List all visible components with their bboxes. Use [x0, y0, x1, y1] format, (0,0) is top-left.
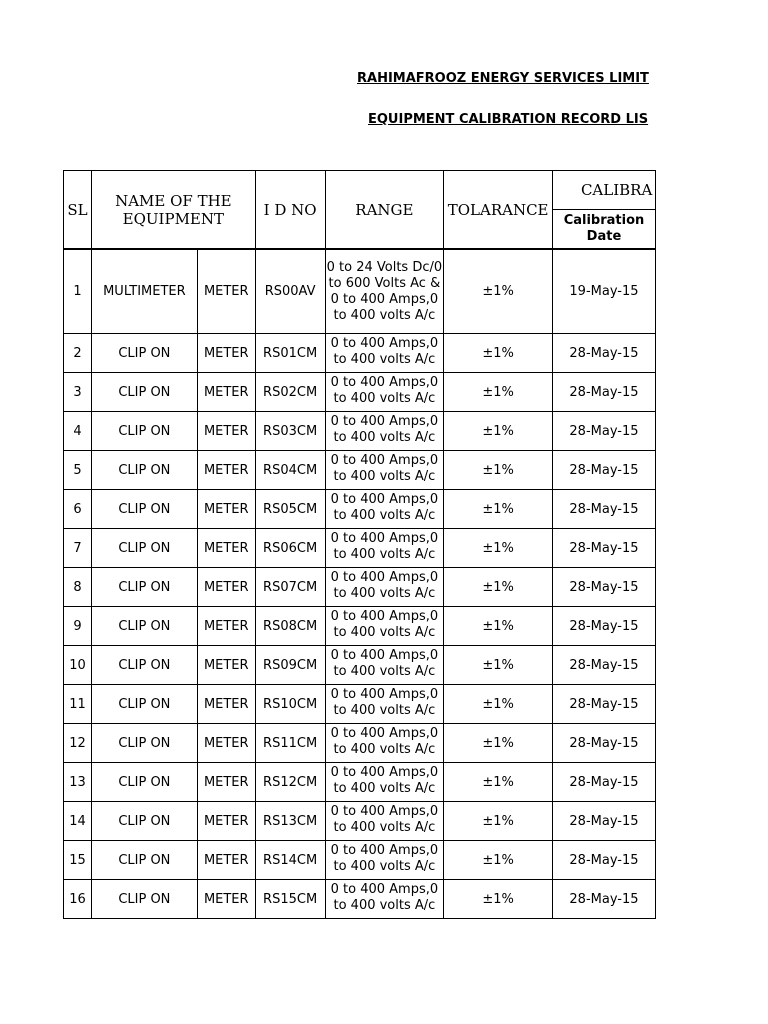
cell-calibration-date: 28-May-15 [552, 373, 655, 412]
cell-tolerance: ±1% [444, 763, 553, 802]
cell-name-suffix: METER [197, 802, 255, 841]
cell-calibration-date: 19-May-15 [552, 249, 655, 334]
table-row [64, 763, 656, 802]
cell-sl: 6 [64, 490, 92, 529]
cell-calibration-date: 28-May-15 [552, 334, 655, 373]
cell-sl: 5 [64, 451, 92, 490]
cell-id-no: RS01CM [255, 334, 325, 373]
table-row [64, 249, 656, 334]
cell-name: CLIP ON [91, 334, 197, 373]
table-row [64, 373, 656, 412]
cell-name-suffix: METER [197, 568, 255, 607]
cell-id-no: RS08CM [255, 607, 325, 646]
cell-sl: 9 [64, 607, 92, 646]
cell-name-suffix: METER [197, 724, 255, 763]
cell-calibration-date: 28-May-15 [552, 763, 655, 802]
range-text: 0 to 400 Amps,0 to 400 volts A/c [330, 765, 439, 796]
header-calibration-date: Calibration Date [552, 210, 655, 250]
cell-id-no: RS11CM [255, 724, 325, 763]
cell-calibration-date: 28-May-15 [552, 880, 655, 919]
cell-range [325, 763, 444, 802]
cell-tolerance: ±1% [444, 880, 553, 919]
cell-tolerance: ±1% [444, 334, 553, 373]
header-range: RANGE [325, 171, 444, 250]
cell-name: CLIP ON [91, 724, 197, 763]
cell-name-suffix: METER [197, 607, 255, 646]
table-row [64, 607, 656, 646]
cell-sl: 1 [64, 249, 92, 334]
cell-id-no: RS05CM [255, 490, 325, 529]
cell-calibration-date: 28-May-15 [552, 646, 655, 685]
cell-range [325, 249, 444, 334]
document-subtitle: EQUIPMENT CALIBRATION RECORD LIS [368, 112, 649, 127]
cell-sl: 2 [64, 334, 92, 373]
range-text: 0 to 400 Amps,0 to 400 volts A/c [330, 492, 439, 523]
cell-tolerance: ±1% [444, 373, 553, 412]
range-text: 0 to 400 Amps,0 to 400 volts A/c [330, 726, 439, 757]
cell-name: CLIP ON [91, 607, 197, 646]
cell-range [325, 724, 444, 763]
range-text: 0 to 400 Amps,0 to 400 volts A/c [330, 648, 439, 679]
cell-name: CLIP ON [91, 646, 197, 685]
range-text: 0 to 400 Amps,0 to 400 volts A/c [330, 882, 439, 913]
cell-name-suffix: METER [197, 373, 255, 412]
header-calibration-group: CALIBRA [552, 171, 655, 210]
cell-sl: 3 [64, 373, 92, 412]
cell-calibration-date: 28-May-15 [552, 724, 655, 763]
cell-name-suffix: METER [197, 685, 255, 724]
cell-tolerance: ±1% [444, 451, 553, 490]
header-id-no: I D NO [255, 171, 325, 250]
cell-sl: 7 [64, 529, 92, 568]
cell-name: CLIP ON [91, 412, 197, 451]
cell-range [325, 802, 444, 841]
table-row [64, 802, 656, 841]
cell-id-no: RS10CM [255, 685, 325, 724]
cell-sl: 14 [64, 802, 92, 841]
cell-range [325, 607, 444, 646]
cell-range [325, 373, 444, 412]
table-row [64, 841, 656, 880]
cell-name: CLIP ON [91, 841, 197, 880]
header-sl: SL [64, 171, 92, 250]
cell-calibration-date: 28-May-15 [552, 685, 655, 724]
cell-calibration-date: 28-May-15 [552, 568, 655, 607]
cell-sl: 16 [64, 880, 92, 919]
cell-name: CLIP ON [91, 802, 197, 841]
table-row [64, 529, 656, 568]
document-title: RAHIMAFROOZ ENERGY SERVICES LIMIT [357, 71, 649, 86]
range-text: 0 to 400 Amps,0 to 400 volts A/c [330, 414, 439, 445]
cell-tolerance: ±1% [444, 724, 553, 763]
cell-id-no: RS02CM [255, 373, 325, 412]
cell-range [325, 412, 444, 451]
cell-id-no: RS04CM [255, 451, 325, 490]
table-row [64, 451, 656, 490]
cell-range [325, 334, 444, 373]
cell-calibration-date: 28-May-15 [552, 607, 655, 646]
cell-tolerance: ±1% [444, 841, 553, 880]
cell-tolerance: ±1% [444, 685, 553, 724]
cell-tolerance: ±1% [444, 490, 553, 529]
table-row [64, 724, 656, 763]
table-row [64, 685, 656, 724]
cell-range [325, 841, 444, 880]
table-row [64, 334, 656, 373]
header-equipment-name: NAME OF THE EQUIPMENT [91, 171, 255, 250]
range-text: 0 to 400 Amps,0 to 400 volts A/c [330, 804, 439, 835]
cell-name: CLIP ON [91, 763, 197, 802]
table-row [64, 490, 656, 529]
cell-calibration-date: 28-May-15 [552, 490, 655, 529]
cell-name-suffix: METER [197, 249, 255, 334]
table-body [64, 249, 656, 919]
cell-sl: 10 [64, 646, 92, 685]
cell-range [325, 490, 444, 529]
range-text: 0 to 400 Amps,0 to 400 volts A/c [330, 453, 439, 484]
range-text: 0 to 400 Amps,0 to 400 volts A/c [330, 336, 439, 367]
cell-name-suffix: METER [197, 412, 255, 451]
cell-name-suffix: METER [197, 334, 255, 373]
cell-sl: 12 [64, 724, 92, 763]
cell-calibration-date: 28-May-15 [552, 802, 655, 841]
cell-name-suffix: METER [197, 451, 255, 490]
cell-id-no: RS14CM [255, 841, 325, 880]
range-text: 0 to 400 Amps,0 to 400 volts A/c [330, 609, 439, 640]
cell-sl: 13 [64, 763, 92, 802]
cell-calibration-date: 28-May-15 [552, 841, 655, 880]
table-row [64, 412, 656, 451]
cell-name: CLIP ON [91, 685, 197, 724]
cell-range [325, 685, 444, 724]
cell-sl: 8 [64, 568, 92, 607]
cell-tolerance: ±1% [444, 646, 553, 685]
cell-name-suffix: METER [197, 763, 255, 802]
table-row [64, 880, 656, 919]
cell-tolerance: ±1% [444, 802, 553, 841]
range-text: 0 to 400 Amps,0 to 400 volts A/c [330, 570, 439, 601]
cell-tolerance: ±1% [444, 529, 553, 568]
cell-range [325, 880, 444, 919]
cell-range [325, 568, 444, 607]
cell-name-suffix: METER [197, 880, 255, 919]
header-tolerance: TOLARANCE [444, 171, 553, 250]
cell-name-suffix: METER [197, 529, 255, 568]
range-text: 0 to 400 Amps,0 to 400 volts A/c [330, 843, 439, 874]
cell-name: CLIP ON [91, 373, 197, 412]
cell-sl: 4 [64, 412, 92, 451]
cell-id-no: RS12CM [255, 763, 325, 802]
cell-tolerance: ±1% [444, 412, 553, 451]
cell-name: CLIP ON [91, 529, 197, 568]
cell-id-no: RS00AV [255, 249, 325, 334]
cell-range [325, 646, 444, 685]
cell-range [325, 451, 444, 490]
cell-tolerance: ±1% [444, 249, 553, 334]
cell-range [325, 529, 444, 568]
cell-id-no: RS13CM [255, 802, 325, 841]
cell-id-no: RS15CM [255, 880, 325, 919]
cell-tolerance: ±1% [444, 607, 553, 646]
cell-id-no: RS03CM [255, 412, 325, 451]
cell-calibration-date: 28-May-15 [552, 451, 655, 490]
cell-name: CLIP ON [91, 880, 197, 919]
cell-calibration-date: 28-May-15 [552, 529, 655, 568]
cell-name-suffix: METER [197, 646, 255, 685]
cell-name: MULTIMETER [91, 249, 197, 334]
range-text: 0 to 400 Amps,0 to 400 volts A/c [330, 375, 439, 406]
cell-id-no: RS09CM [255, 646, 325, 685]
cell-name: CLIP ON [91, 451, 197, 490]
cell-name: CLIP ON [91, 568, 197, 607]
cell-name: CLIP ON [91, 490, 197, 529]
range-text: 0 to 400 Amps,0 to 400 volts A/c [330, 531, 439, 562]
cell-tolerance: ±1% [444, 568, 553, 607]
calibration-table [63, 170, 656, 919]
cell-calibration-date: 28-May-15 [552, 412, 655, 451]
table-row [64, 568, 656, 607]
cell-id-no: RS07CM [255, 568, 325, 607]
cell-name-suffix: METER [197, 490, 255, 529]
cell-name-suffix: METER [197, 841, 255, 880]
cell-sl: 11 [64, 685, 92, 724]
range-text: 0 to 24 Volts Dc/0 to 600 Volts Ac & 0 to 400 Amps,0 to 400 volts A/c [326, 259, 443, 323]
range-text: 0 to 400 Amps,0 to 400 volts A/c [330, 687, 439, 718]
table-row [64, 646, 656, 685]
cell-sl: 15 [64, 841, 92, 880]
cell-id-no: RS06CM [255, 529, 325, 568]
